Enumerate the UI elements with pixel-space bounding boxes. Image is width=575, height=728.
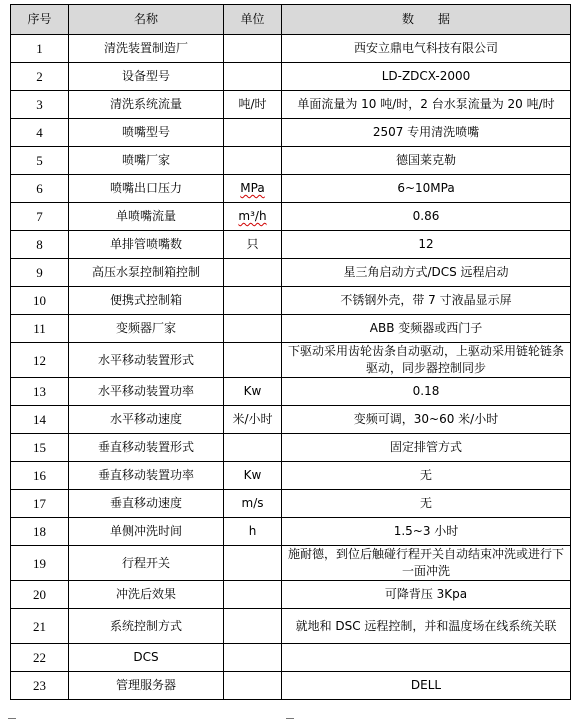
row-number: 1	[11, 35, 69, 63]
row-unit	[224, 287, 282, 315]
row-unit	[224, 259, 282, 287]
row-number: 20	[11, 581, 69, 609]
row-number: 3	[11, 91, 69, 119]
header-name: 名称	[69, 5, 224, 35]
table-row	[11, 546, 571, 581]
row-value: 无	[282, 490, 571, 518]
row-unit	[224, 203, 282, 231]
row-name: 便携式控制箱	[69, 287, 224, 315]
row-number: 22	[11, 644, 69, 672]
row-name: 高压水泵控制箱控制	[69, 259, 224, 287]
row-value: 0.86	[282, 203, 571, 231]
table-row	[11, 343, 571, 378]
row-name: 清洗装置制造厂	[69, 35, 224, 63]
row-name: 行程开关	[69, 546, 224, 581]
row-name: 管理服务器	[69, 672, 224, 700]
row-name: DCS	[69, 644, 224, 672]
row-unit	[224, 644, 282, 672]
row-unit: m/s	[224, 490, 282, 518]
row-value: 0.18	[282, 378, 571, 406]
row-value: ABB 变频器或西门子	[282, 315, 571, 343]
row-value: LD-ZDCX-2000	[282, 63, 571, 91]
row-name: 垂直移动速度	[69, 490, 224, 518]
corner-mark-center	[286, 718, 294, 719]
row-unit	[224, 175, 282, 203]
table-row	[11, 518, 571, 546]
unit-text: m³/h	[238, 209, 267, 223]
header-row	[11, 5, 571, 35]
header-data: 数 据	[282, 5, 571, 35]
row-number: 21	[11, 609, 69, 644]
row-value: 可降背压 3Kpa	[282, 581, 571, 609]
row-value: 固定排管方式	[282, 434, 571, 462]
row-unit	[224, 672, 282, 700]
row-unit	[224, 609, 282, 644]
table-row	[11, 147, 571, 175]
row-unit	[224, 434, 282, 462]
row-name: 设备型号	[69, 63, 224, 91]
table-row	[11, 259, 571, 287]
row-unit: 只	[224, 231, 282, 259]
row-unit	[224, 63, 282, 91]
row-unit	[224, 581, 282, 609]
table-row	[11, 63, 571, 91]
row-number: 5	[11, 147, 69, 175]
row-number: 17	[11, 490, 69, 518]
row-name: 垂直移动装置形式	[69, 434, 224, 462]
row-name: 系统控制方式	[69, 609, 224, 644]
table-row	[11, 91, 571, 119]
row-unit	[224, 119, 282, 147]
row-value: 不锈钢外壳，带 7 寸液晶显示屏	[282, 287, 571, 315]
table-row	[11, 315, 571, 343]
row-unit	[224, 546, 282, 581]
row-number: 7	[11, 203, 69, 231]
row-value: 德国莱克勒	[282, 147, 571, 175]
row-name: 变频器厂家	[69, 315, 224, 343]
row-value: 变频可调，30~60 米/小时	[282, 406, 571, 434]
row-number: 10	[11, 287, 69, 315]
row-name: 单喷嘴流量	[69, 203, 224, 231]
row-name: 喷嘴出口压力	[69, 175, 224, 203]
row-number: 18	[11, 518, 69, 546]
table-row	[11, 581, 571, 609]
table-row	[11, 434, 571, 462]
row-number: 16	[11, 462, 69, 490]
table-row	[11, 203, 571, 231]
table-row	[11, 287, 571, 315]
row-unit	[224, 343, 282, 378]
row-name: 清洗系统流量	[69, 91, 224, 119]
row-value: 1.5~3 小时	[282, 518, 571, 546]
row-value: 星三角启动方式/DCS 远程启动	[282, 259, 571, 287]
row-unit	[224, 315, 282, 343]
row-number: 13	[11, 378, 69, 406]
row-number: 19	[11, 546, 69, 581]
table-row	[11, 231, 571, 259]
row-unit: 吨/时	[224, 91, 282, 119]
row-name: 冲洗后效果	[69, 581, 224, 609]
row-number: 23	[11, 672, 69, 700]
row-value: 12	[282, 231, 571, 259]
row-name: 单排管喷嘴数	[69, 231, 224, 259]
row-number: 12	[11, 343, 69, 378]
row-name: 喷嘴厂家	[69, 147, 224, 175]
table-row	[11, 672, 571, 700]
row-number: 8	[11, 231, 69, 259]
table-row	[11, 35, 571, 63]
row-value: 就地和 DSC 远程控制，并和温度场在线系统关联	[282, 609, 571, 644]
table-row	[11, 378, 571, 406]
table-row	[11, 644, 571, 672]
row-unit: 米/小时	[224, 406, 282, 434]
row-value: 6~10MPa	[282, 175, 571, 203]
row-unit	[224, 147, 282, 175]
row-value: 西安立鼎电气科技有限公司	[282, 35, 571, 63]
row-name: 垂直移动装置功率	[69, 462, 224, 490]
row-value	[282, 644, 571, 672]
table-row	[11, 175, 571, 203]
row-value: 施耐德，到位后触碰行程开关自动结束冲洗或进行下一面冲洗	[282, 546, 571, 581]
row-unit	[224, 35, 282, 63]
row-number: 4	[11, 119, 69, 147]
row-unit: h	[224, 518, 282, 546]
spec-table	[10, 4, 571, 700]
corner-mark-left	[8, 718, 16, 719]
row-name: 水平移动装置形式	[69, 343, 224, 378]
table-row	[11, 490, 571, 518]
row-unit: Kw	[224, 378, 282, 406]
unit-text: MPa	[240, 181, 265, 195]
row-value: 下驱动采用齿轮齿条自动驱动，上驱动采用链轮链条驱动，同步器控制同步	[282, 343, 571, 378]
row-number: 14	[11, 406, 69, 434]
row-name: 喷嘴型号	[69, 119, 224, 147]
row-name: 水平移动装置功率	[69, 378, 224, 406]
row-number: 2	[11, 63, 69, 91]
header-index: 序号	[11, 5, 69, 35]
row-number: 15	[11, 434, 69, 462]
page-corner-marks	[10, 714, 570, 722]
table-row	[11, 119, 571, 147]
row-unit: Kw	[224, 462, 282, 490]
row-value: 无	[282, 462, 571, 490]
row-number: 11	[11, 315, 69, 343]
row-name: 单侧冲洗时间	[69, 518, 224, 546]
row-number: 6	[11, 175, 69, 203]
row-name: 水平移动速度	[69, 406, 224, 434]
table-row	[11, 609, 571, 644]
row-value: 2507 专用清洗喷嘴	[282, 119, 571, 147]
header-unit: 单位	[224, 5, 282, 35]
row-number: 9	[11, 259, 69, 287]
table-row	[11, 462, 571, 490]
row-value: 单面流量为 10 吨/时，2 台水泵流量为 20 吨/时	[282, 91, 571, 119]
table-row	[11, 406, 571, 434]
row-value: DELL	[282, 672, 571, 700]
